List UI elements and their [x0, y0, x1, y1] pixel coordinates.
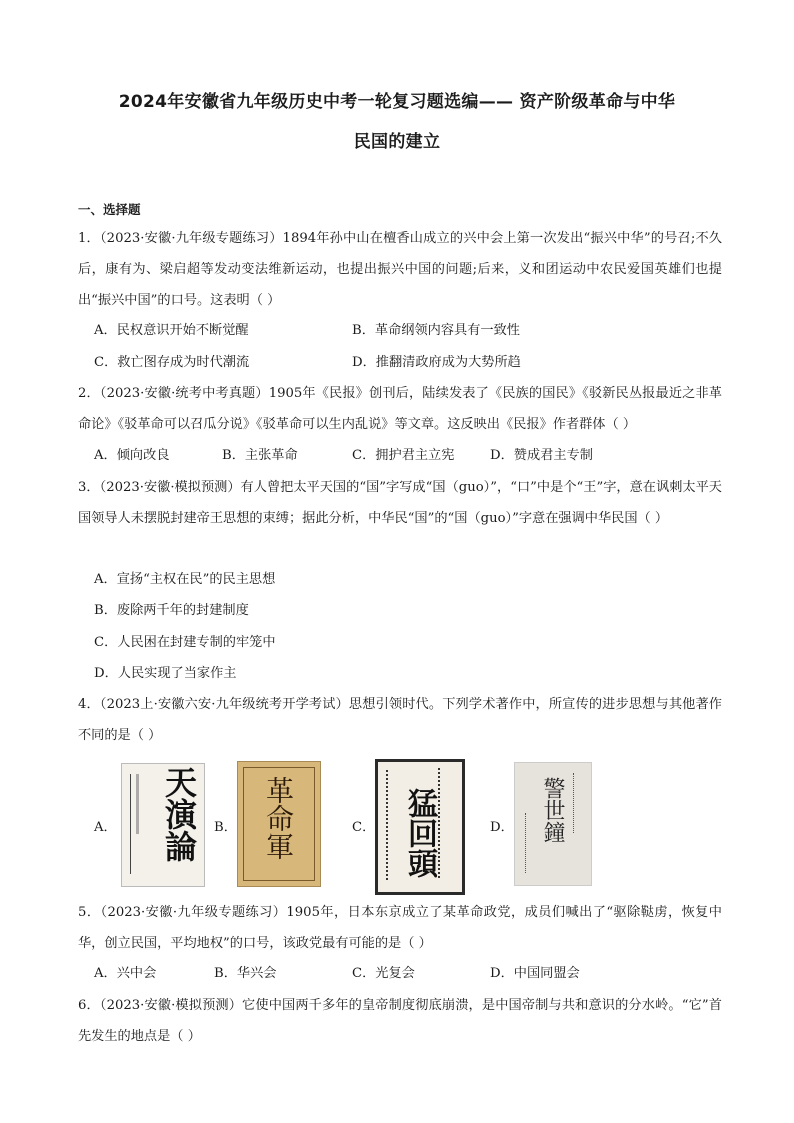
- gemingjun-title: 革命軍: [262, 776, 295, 860]
- question-1-option-c: C．救亡图存成为时代潮流: [94, 355, 250, 370]
- menghuitou-book-cover-image: [375, 759, 465, 895]
- title-line-2: 民国的建立: [353, 132, 441, 152]
- jingshizhong-book-cover-image: [514, 762, 592, 886]
- question-5-option-b: B．华兴会: [214, 966, 277, 981]
- question-2-option-a: A．倾向改良: [94, 448, 170, 463]
- question-6-stem: 6．（2023·安徽·模拟预测）它使中国两千多年的皇帝制度彻底崩溃，是中国帝制与共和意识的分水岭。“它”首先发生的地点是（ ）: [78, 998, 722, 1044]
- question-5-option-a: A．兴中会: [94, 966, 157, 981]
- question-1-option-a: A．民权意识开始不断觉醒: [94, 323, 249, 338]
- tianyanlun-title: 天演論: [160, 766, 198, 862]
- question-3-option-b: B．废除两千年的封建制度: [94, 603, 249, 618]
- question-1-stem: 1．（2023·安徽·九年级专题练习）1894年孙中山在檀香山成立的兴中会上第一次发出“振兴中华”的号召;不久后，康有为、梁启超等发动变法维新运动，也提出振兴中国的问题;后来，义和团运动中农民爱国英雄们也提出“振兴中国”的口号。这表明（ ）: [78, 231, 722, 308]
- title-line-1: 2024年安徽省九年级历史中考一轮复习题选编—— 资产阶级革命与中华: [118, 92, 676, 112]
- question-5-option-c: C．光复会: [352, 966, 415, 981]
- jingshizhong-title: 警世鐘: [540, 777, 565, 843]
- question-3-option-d: D．人民实现了当家作主: [94, 666, 237, 681]
- question-3-option-a: A．宣扬“主权在民”的民主思想: [94, 572, 276, 587]
- question-4-option-d-label: D．: [490, 820, 514, 835]
- question-4-option-a-label: A．: [94, 820, 117, 835]
- question-3-stem: 3．（2023·安徽·模拟预测）有人曾把太平天国的“国”字写成“国（guo）”，“口”中是个“王”字，意在讽刺太平天国领导人未摆脱封建帝王思想的束缚；据此分析，中华民“国”的“国（guo）”字意在强调中华民国（ ）: [78, 480, 722, 526]
- section-heading: 一、选择题: [78, 202, 141, 217]
- question-1-option-d: D．推翻清政府成为大势所趋: [352, 355, 521, 370]
- question-5-stem: 5．（2023·安徽·九年级专题练习）1905年，日本东京成立了某革命政党，成员们喊出了“驱除鞑虏，恢复中华，创立民国，平均地权”的口号，该政党最有可能的是（ ）: [78, 905, 722, 951]
- question-2-option-c: C．拥护君主立宪: [352, 448, 455, 463]
- question-2-stem: 2．（2023·安徽·统考中考真题）1905年《民报》创刊后，陆续发表了《民族的国民》《驳新民丛报最近之非革命论》《驳革命可以召瓜分说》《驳革命可以生内乱说》等文章。这反映出《民报》作者群体（ ）: [78, 386, 722, 432]
- menghuitou-title: 猛回頭: [402, 788, 437, 878]
- question-1-option-b: B．革命纲领内容具有一致性: [352, 323, 520, 338]
- question-2-option-b: B．主张革命: [222, 448, 298, 463]
- document-title: [60, 82, 734, 162]
- tianyanlun-book-cover-image: [121, 763, 205, 887]
- question-3-option-c: C．人民困在封建专制的牢笼中: [94, 635, 276, 650]
- question-5-option-d: D．中国同盟会: [490, 966, 580, 981]
- question-4-option-c-label: C．: [352, 820, 376, 835]
- question-4-option-b-label: B．: [214, 820, 237, 835]
- question-2-option-d: D．赞成君主专制: [490, 448, 593, 463]
- gemingjun-book-cover-image: [237, 761, 321, 887]
- question-4-stem: 4．（2023上·安徽六安·九年级统考开学考试）思想引领时代。下列学术著作中，所宣传的进步思想与其他著作不同的是（ ）: [78, 697, 722, 743]
